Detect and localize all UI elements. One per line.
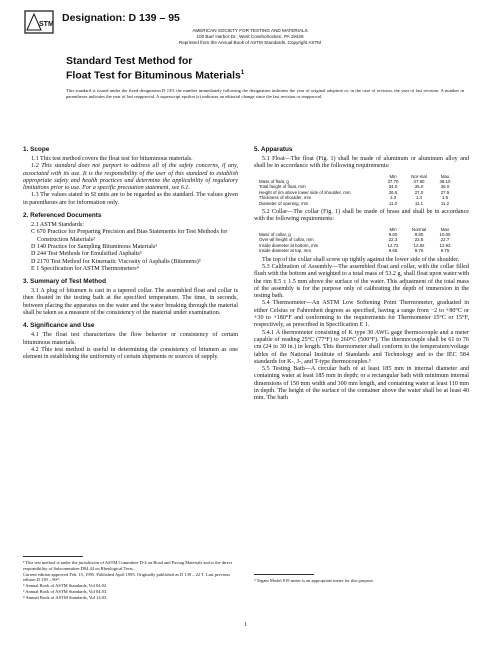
table-header: Nor-mal — [411, 173, 427, 179]
publisher-block — [0, 28, 500, 46]
collar-requirements-table — [258, 227, 458, 254]
footnote: ¹ This test method is under the jurisdiction of ASTM Committee D-4 on Road and Paving Materials and is the direct responsibility of Subcommittee D04.44 on Rheological Tests. — [23, 560, 232, 571]
table-row: Total height of float, mm 34.0 35.0 36.0 — [259, 184, 450, 190]
paragraph-1-3: 1.3 The values stated in SI units are to be regarded as the standard. The values given in parentheses are for information only. — [23, 192, 238, 206]
reference-list — [23, 229, 238, 273]
footnotes-left — [23, 560, 238, 601]
float-requirements-table — [258, 174, 458, 206]
title-line-2: Float Test for Bituminous Materials$^1$ — [66, 69, 245, 81]
table-header: Max — [440, 173, 450, 179]
paragraph-2-1: 2.1 ASTM Standards: — [31, 222, 84, 229]
paragraph-5-3: 5.3 Calibration of Assembly—The assembled float and collar, with the collar filled flush with the bottom and weighted to a total mass of 53.2 g, shall float upon water with the rim 8.5 ± 1.5 mm above the surface of the water. This adjustment of the total mass of the assembly is for the purpose only of calibrating the depth of immersion in the testing bath. — [254, 263, 469, 300]
section-heading-significance: 4. Significance and Use — [23, 322, 95, 330]
reference-item: D 140 Practice for Sampling Bituminous Materials³ — [31, 243, 158, 250]
footnote: ⁵ Tegam Model 819 meter is an appropriate meter for this purpose. — [254, 578, 374, 583]
table-header: Normal — [411, 226, 427, 232]
section-heading-apparatus: 5. Apparatus — [254, 146, 293, 153]
paragraph-1-1: 1.1 This test method covers the float test for bituminous materials. — [31, 156, 193, 162]
svg-text:STM: STM — [39, 21, 54, 28]
section-heading-scope: 1. Scope — [23, 146, 50, 153]
document-title — [66, 56, 244, 82]
table-header: Max — [440, 226, 450, 232]
reference-item: C 670 Practice for Preparing Precision and Bias Statements for Test Methods for Construction Materials² — [31, 229, 228, 243]
table-row: Mass of collar, g 9.60 9.80 10.00 — [259, 232, 451, 238]
table-row: Over-all height of collar, mm 22.3 22.5 22.7 — [259, 237, 450, 243]
paragraph-3-1: 3.1 A plug of bitumen is cast in a tapered collar. The assembled float and collar is then floated in the testing bath at the specified temperature. The time, in seconds, between placing the apparatus on the water and the water breaking through the material shall be taken as a measure of the consistency of the material under examination. — [23, 288, 238, 317]
paragraph-1-2: 1.2 This standard does not purport to address all of the safety concerns, if any, associated with its use. It is the responsibility of the user of this standard to establish appropriate safety and health practices and determine the applicability of regulatory limitations prior to use. For a specific precaution statement, see 6.1. — [23, 163, 238, 192]
paragraph-5-4: 5.4 Thermometer—An ASTM Low Softening Point Thermometer, graduated in either Celsius or Fahrenheit degrees as specified, having a range from −2 to +80°C or +30 to +180°F and conforming to the requirements for Thermometer 15°C or 15°F, respectively, as prescribed in Specification E 1. — [254, 300, 469, 329]
publisher-line: Reprinted from the Annual Book of ASTM Standards. Copyright ASTM — [178, 40, 322, 45]
footnote: ³ Annual Book of ASTM Standards, Vol 04.03. — [23, 588, 108, 594]
paragraph-collar-note: The top of the collar shall screw up tightly against the lower side of the shoulder. — [262, 256, 460, 263]
publisher-line: AMERICAN SOCIETY FOR TESTING AND MATERIALS — [192, 28, 308, 33]
table-header: Min — [389, 226, 397, 232]
footnote-rule-left — [23, 556, 83, 557]
right-column — [254, 146, 469, 403]
title-line-1: Standard Test Method for — [66, 55, 193, 67]
paragraph-4-2: 4.2 This test method is useful in determining the consistency of bitumen as one element in establishing the uniformity of certain shipments or sources of supply. — [23, 346, 238, 361]
footnote: ⁴ Annual Book of ASTM Standards, Vol 14.03. — [23, 594, 108, 600]
footnote: ² Annual Book of ASTM Standards, Vol 04.02. — [23, 583, 108, 589]
footnotes-right — [254, 578, 469, 584]
paragraph-5-5: 5.5 Testing Bath—A circular bath of at least 185 mm in internal diameter and containing water at least 185 mm in depth; or a rectangular bath with minimum internal dimensions of 150 mm width and 300 mm length, and containing water at least 110 mm in depth. The height of the surface of the container above the water shall be at least 40 mm. The bath — [254, 366, 469, 402]
left-column — [23, 146, 238, 362]
designation: Designation: D 139 – 95 — [62, 12, 180, 24]
table-row: Inside diameter at bottom, mm 12.72 12.82 12.92 — [259, 242, 451, 248]
table-header: Min — [389, 173, 397, 179]
paragraph-5-2: 5.2 Collar—The collar (Fig. 1) shall be made of brass and shall be in accordance with the following requirements: — [254, 209, 469, 223]
table-row: Diameter of opening, mm 11.0 11.1 11.2 — [259, 200, 450, 206]
paragraph-4-1: 4.1 The float test characterizes the flow behavior or consistency of certain bituminous materials. — [23, 332, 238, 346]
table-row: Inside diameter at top, mm 9.65 9.70 9.75 — [259, 248, 450, 254]
section-heading-referenced-documents: 2. Referenced Documents — [23, 212, 102, 220]
publisher-line: 100 Barr Harbor Dr., West Conshohocken, PA 19428 — [196, 34, 304, 39]
reference-item: D 2170 Test Method for Kinematic Viscosity of Asphalts (Bitumens)³ — [31, 258, 201, 265]
table-row: Thickness of shoulder, mm 1.3 1.4 1.5 — [259, 195, 449, 201]
reference-item: E 1 Specification for ASTM Thermometers⁴ — [31, 265, 139, 272]
standard-note: This standard is issued under the fixed designation D 139; the number immediately following the designation indicates the year of original adoption or, in the case of revision, the year of last revision. A number in parentheses indicates the year of last reapproval. A superscript epsilon (ε) indicates an editorial change since the last revision or reapproval. — [66, 88, 464, 99]
table-row: Mass of float, g 37.70 37.90 38.10 — [259, 179, 451, 184]
footnote-rule-right — [254, 574, 314, 575]
table-row: Height of rim above lower side of shoulder, mm 26.5 27.0 27.5 — [259, 189, 450, 195]
reference-item: D 244 Test Methods for Emulsified Asphalts³ — [31, 251, 142, 258]
paragraph-5-1: 5.1 Float—The float (Fig. 1) shall be made of aluminum or aluminum alloy and shall be in accordance with the following requirements: — [254, 156, 469, 170]
page-number: 1 — [244, 622, 247, 628]
section-heading-summary: 3. Summary of Test Method — [23, 278, 106, 286]
paragraph-5-4-1: 5.4.1 A thermometer consisting of K type 30 AWG gage thermocouple and a meter capable of reading 25°C (77°F) to 260°C (500°F). The thermocouple shall be 61 to 76 cm (24 to 30 in.) in length. This thermometer shall conform to the temperature/voltage tables of the National Institute of Standards and Technology and to the IEC 584 standards for K-, J-, and T-type thermocouples.⁵ — [254, 329, 469, 365]
footnote: Current edition approved Feb. 15, 1995. Published April 1995. Originally published as D 139 – 22 T. Last previous edition D 139 – 90ᵉ¹. — [23, 571, 231, 583]
